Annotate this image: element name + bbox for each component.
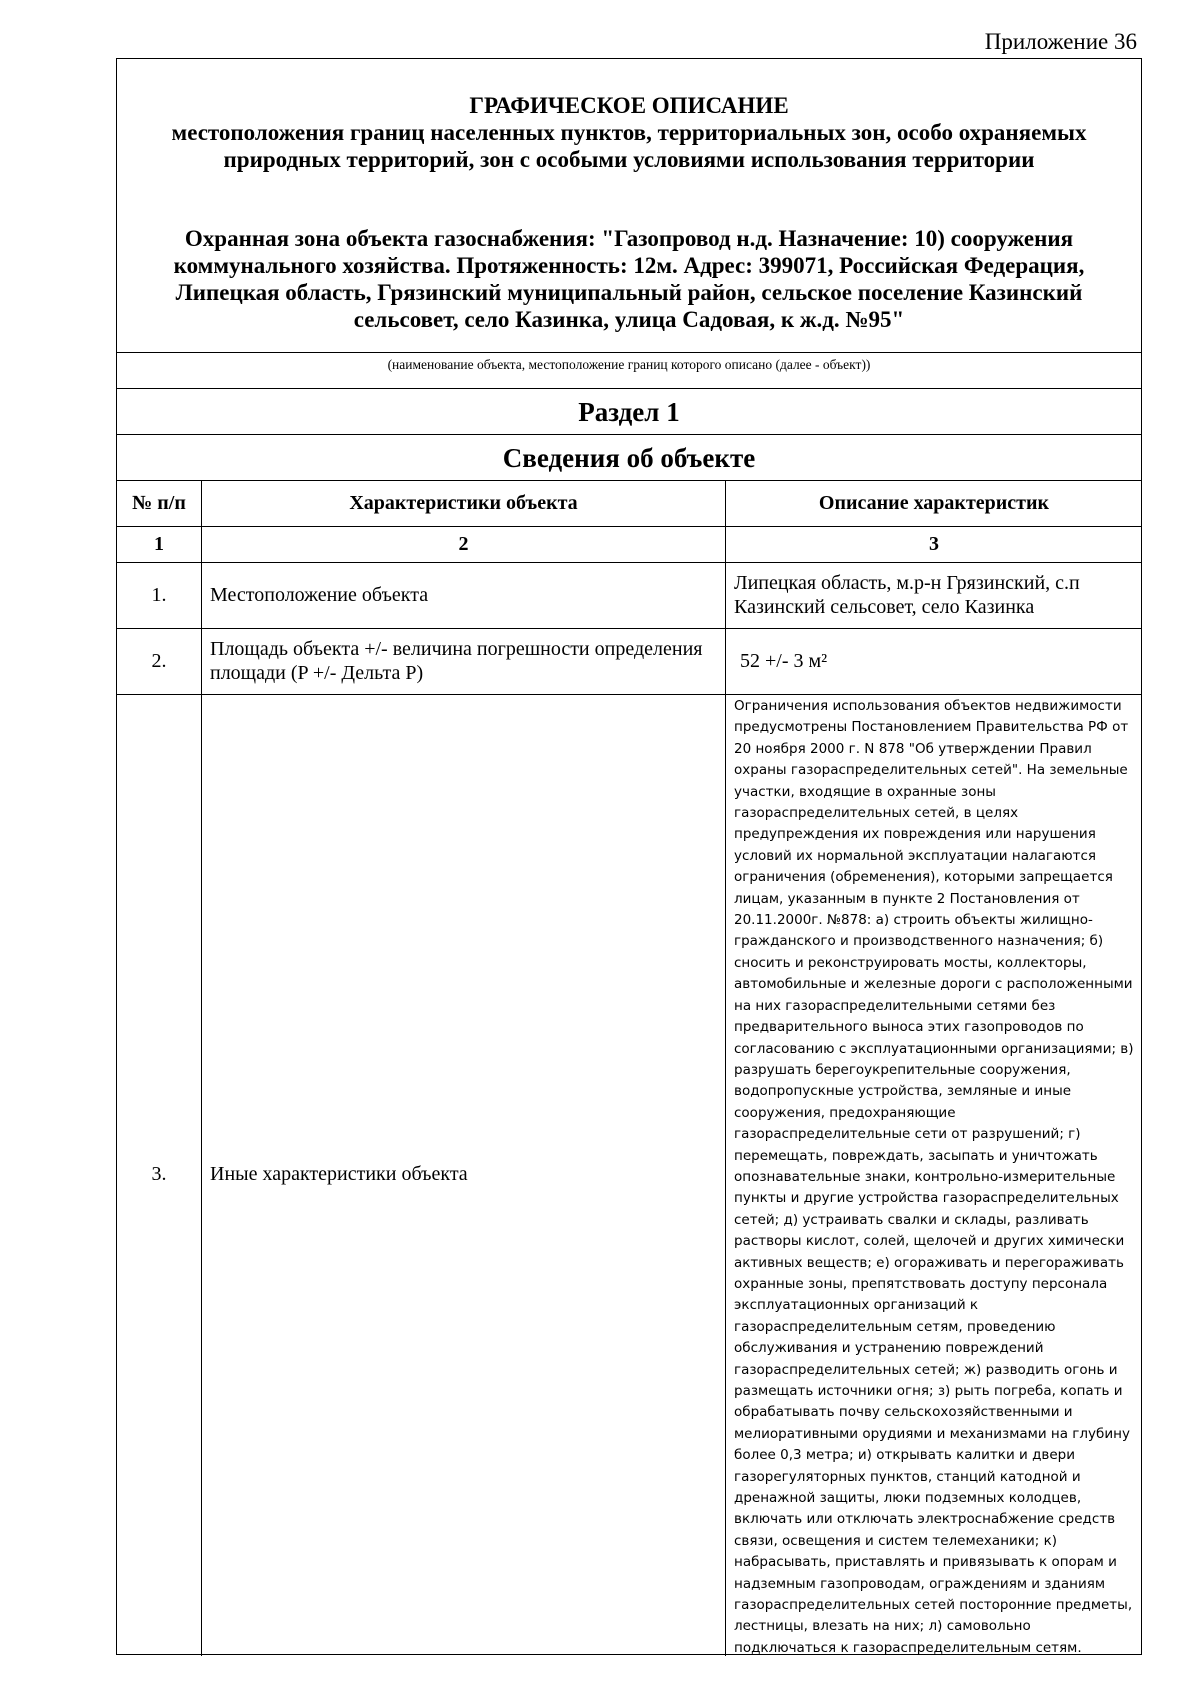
header-characteristic: Характеристики объекта: [349, 491, 578, 514]
header-number: № п/п: [132, 491, 186, 514]
column-number-1: 1: [154, 532, 164, 555]
row-characteristic: Иные характеристики объекта: [210, 1163, 468, 1185]
row-characteristic: Площадь объекта +/- величина погрешности определения площади (P +/- Дельта P): [210, 638, 703, 684]
object-name-underline: [117, 352, 1141, 353]
document-frame: [116, 58, 1142, 1655]
row-description: Липецкая область, м.р-н Грязинский, с.п Казинский сельсовет, село Казинка: [734, 572, 1080, 618]
document-subtitle: местоположения границ населенных пунктов, территориальных зон, особо охраняемых природных территорий, зон с особыми условиями использования территории: [171, 120, 1087, 172]
object-name: Охранная зона объекта газоснабжения: "Газопровод н.д. Назначение: 10) сооружения коммунального хозяйства. Протяженность: 12м. Адрес: 399071, Российская Федерация, Липецкая область, Грязинский муниципальный район, сельское поселение Казинский сельсовет, село Казинка, улица Садовая, к ж.д. №95": [173, 226, 1085, 332]
row-number: 2.: [151, 650, 167, 672]
row-number: 3.: [151, 1163, 167, 1185]
row-number: 1.: [151, 584, 167, 606]
row-description: Ограничения использования объектов недвижимости предусмотрены Постановлением Правительства РФ от 20 ноября 2000 г. N 878 "Об утверждении Правил охраны газораспределительных сетей". На земельные участки, входящие в охранные зоны газораспределительных сетей, в целях предупреждения их повреждения или нарушения условий их нормальной эксплуатации налагаются ограничения (обременения), которыми запрещается лицам, указанным в пункте 2 Постановления от 20.11.2000г. №878: а) строить объекты жилищно-гражданского и производственного назначения; б) сносить и реконструировать мосты, коллекторы, автомобильные и железные дороги с расположенными на них газораспределительными сетями без предварительного выноса этих газопроводов по согласованию с эксплуатационными организациями; в) разрушать берегоукрепительные сооружения, водопропускные устройства, земляные и иные сооружения, предохраняющие газораспределительные сети от разрушений; г) перемещать, повреждать, засыпать и уничтожать опознавательные знаки, контрольно-измерительные пункты и другие устройства газораспределительных сетей; д) устраивать свалки и склады, разливать растворы кислот, солей, щелочей и других химически активных веществ; е) огораживать и перегораживать охранные зоны, препятствовать доступу персонала эксплуатационных организаций к газораспределительным сетям, проведению обслуживания и устранению повреждений газораспределительных сетей; ж) разводить огонь и размещать источники огня; з) рыть погреба, копать и обрабатывать почву сельскохозяйственными и мелиоративными орудиями и механизмами на глубину более 0,3 метра; и) открывать калитки и двери газорегуляторных пунктов, станций катодной и дренажной защиты, люки подземных колодцев, включать или отключать электроснабжение средств связи, освещения и систем телемеханики; к) набрасывать, приставлять и привязывать к опорам и надземным газопроводам, ограждениям и зданиям газораспределительных сетей посторонние предметы, лестницы, влезать на них; л) самовольно подключаться к газораспределительным сетям.: [734, 698, 1134, 1656]
header-description: Описание характеристик: [818, 491, 1050, 514]
appendix-label: Приложение 36: [984, 29, 1137, 54]
section-number: Раздел 1: [578, 397, 680, 427]
document-header: [117, 59, 1141, 352]
object-name-caption: (наименование объекта, местоположение границ которого описано (далее - объект)): [387, 357, 871, 372]
column-number-2: 2: [458, 532, 469, 555]
section-title: Сведения об объекте: [502, 443, 756, 473]
row-characteristic: Местоположение объекта: [210, 584, 429, 606]
row-description: 52 +/- 3 м²: [740, 650, 828, 672]
document-title: ГРАФИЧЕСКОЕ ОПИСАНИЕ: [469, 93, 789, 118]
column-number-3: 3: [929, 532, 939, 555]
